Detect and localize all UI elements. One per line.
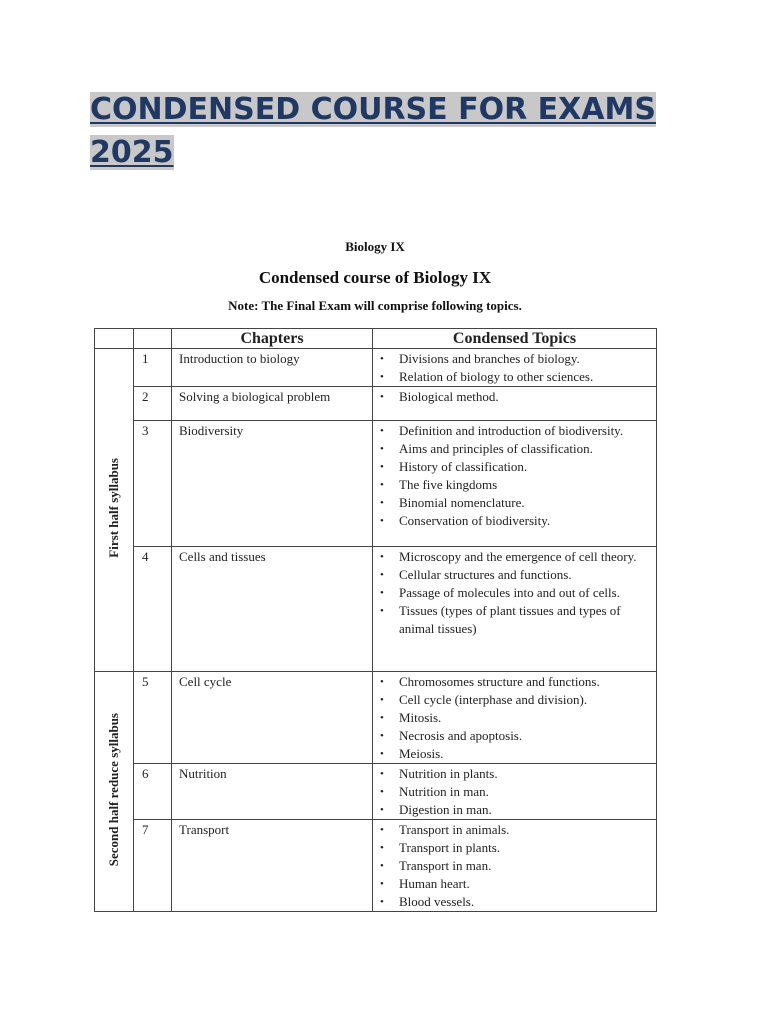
topic-item: • Transport in man. [399, 857, 648, 875]
chapter-topics [373, 820, 657, 912]
chapter-topics [373, 349, 657, 387]
course-title: Condensed course of Biology IX [258, 268, 492, 287]
topic-item: • Passage of molecules into and out of cells. [399, 584, 648, 602]
table-header-row [95, 329, 657, 349]
chapter-number: 5 [134, 672, 172, 764]
syllabus-document [94, 237, 656, 909]
page-title [90, 88, 690, 174]
topic-item: • Transport in animals. [399, 821, 648, 839]
exam-note: Note: The Final Exam will comprise following topics. [228, 298, 522, 313]
chapter-name: Cells and tissues [172, 547, 373, 672]
topic-item: • Binomial nomenclature. [399, 494, 648, 512]
table-row [95, 672, 657, 764]
topic-item: • Relation of biology to other sciences. [399, 368, 648, 386]
topic-item: • Transport in plants. [399, 839, 648, 857]
chapter-topics [373, 764, 657, 820]
chapter-topics [373, 421, 657, 547]
topic-item: • Meiosis. [399, 745, 648, 763]
topic-item: • The five kingdoms [399, 476, 648, 494]
topic-item: • Nutrition in man. [399, 783, 648, 801]
chapter-number: 7 [134, 820, 172, 912]
chapter-name: Introduction to biology [172, 349, 373, 387]
topic-item: • Microscopy and the emergence of cell theory. [399, 548, 648, 566]
topic-item: • Definition and introduction of biodiversity. [399, 422, 648, 440]
section-first-half [95, 349, 134, 672]
section-header [95, 329, 134, 349]
chapters-header: Chapters [172, 329, 373, 349]
topic-item: • Cellular structures and functions. [399, 566, 648, 584]
section-second-half [95, 672, 134, 912]
chapter-topics [373, 672, 657, 764]
number-header [134, 329, 172, 349]
chapter-name: Solving a biological problem [172, 387, 373, 421]
topic-item: • Mitosis. [399, 709, 648, 727]
topic-item: • History of classification. [399, 458, 648, 476]
page-title-text: CONDENSED COURSE FOR EXAMS 2025 [90, 92, 656, 170]
topic-item: • Cell cycle (interphase and division). [399, 691, 648, 709]
topic-item: • Blood vessels. [399, 893, 648, 911]
topic-item: • Necrosis and apoptosis. [399, 727, 648, 745]
table-row [95, 421, 657, 547]
subject-heading: Biology IX [345, 239, 405, 254]
topic-item: • Tissues (types of plant tissues and types of animal tissues) [399, 602, 648, 638]
topic-item: • Nutrition in plants. [399, 765, 648, 783]
chapter-name: Biodiversity [172, 421, 373, 547]
table-row [95, 547, 657, 672]
table-row [95, 387, 657, 421]
topic-item: • Conservation of biodiversity. [399, 512, 648, 530]
topic-item: • Chromosomes structure and functions. [399, 673, 648, 691]
table-row [95, 820, 657, 912]
topics-header: Condensed Topics [373, 329, 657, 349]
chapter-name: Cell cycle [172, 672, 373, 764]
chapter-topics [373, 547, 657, 672]
chapter-number: 2 [134, 387, 172, 421]
topic-item: • Aims and principles of classification. [399, 440, 648, 458]
topic-item: • Divisions and branches of biology. [399, 350, 648, 368]
chapter-topics [373, 387, 657, 421]
chapter-number: 4 [134, 547, 172, 672]
chapter-name: Transport [172, 820, 373, 912]
syllabus-table [94, 328, 657, 912]
topic-item: • Biological method. [399, 388, 648, 406]
section-label: Second half reduce syllabus [106, 712, 121, 867]
table-row [95, 764, 657, 820]
chapter-name: Nutrition [172, 764, 373, 820]
topic-item: • Human heart. [399, 875, 648, 893]
chapter-number: 1 [134, 349, 172, 387]
topic-item: • Digestion in man. [399, 801, 648, 819]
table-row [95, 349, 657, 387]
chapter-number: 6 [134, 764, 172, 820]
section-label: First half syllabus [106, 458, 121, 558]
chapter-number: 3 [134, 421, 172, 547]
